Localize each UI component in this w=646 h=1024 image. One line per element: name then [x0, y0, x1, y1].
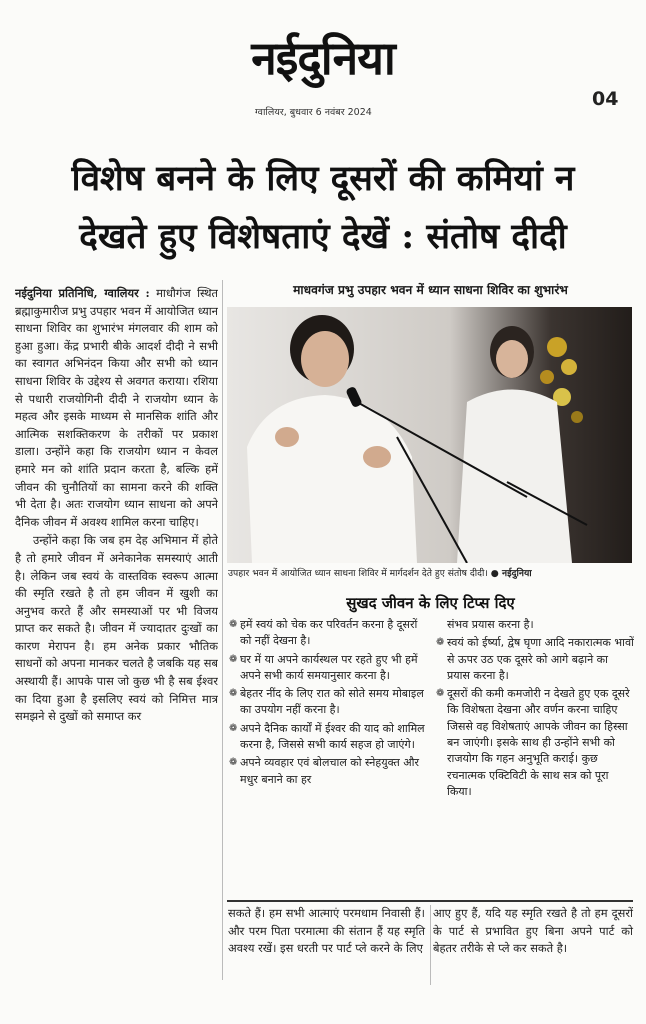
tips-title: सुखद जीवन के लिए टिप्स दिए: [346, 594, 515, 612]
article-paragraph-2: उन्होंने कहा कि जब हम देह अभिमान में होते है तो हमारे जीवन में अनेकानेक समस्याएं आती है। लेकिन जब स्वयं के वास्तविक स्वरूप आत्मा की स्मृति रखते है तो हम जीवन में खुशी का अनुभव करते हैं और समस्याओं पर भी विजय प्राप्त कर सकते है। जीवन में ज्यादातर दुःखों का कारण मेरापन है। हम अनेक प्रकार भौतिक साधनों को अपना मानकर चलते है जबकि यह सब अस्थायी हैं। आपके पास जो कुछ भी है सब ईश्वर का दिया हुआ है इसलिए स्वयं को निमित्त मात्र समझने से दुखों को समाप्त कर: [15, 533, 218, 724]
tip-text: अपने व्यवहार एवं बोलचाल को स्नेहयुक्त और मधुर बनाने का हर: [240, 756, 420, 786]
masthead: [0, 0, 646, 130]
column-divider: [222, 280, 223, 980]
tip-item: [436, 635, 634, 684]
article-body-column: [15, 285, 218, 905]
tip-continuation: संभव प्रयास करना है।: [447, 618, 534, 631]
byline: नईदुनिया प्रतिनिधि, ग्वालियर :: [15, 286, 150, 300]
tips-column-1: [229, 617, 429, 790]
article-continuation-2: आए हुए हैं, यदि यह स्मृति रखते है तो हम दूसरों के पार्ट से प्रभावित हुए बिना अपने पार्ट को बेहतर तरीके से प्ले कर सकते है।: [433, 906, 633, 956]
headline: [16, 150, 630, 266]
bottom-column-divider: [430, 905, 431, 985]
article-paragraph-1-text: माधौगंज स्थित ब्रह्माकुमारीज प्रभु उपहार भवन में आयोजित ध्यान साधना शिविर का शुभारंभ मंगलवार की शाम को हुआ हुआ। केंद्र प्रभारी बीके आदर्श दीदी ने सभी का स्वागत अभिनंदन किया और सभी को ध्यान साधना शिविर के उद्देश्य से अवगत कराया। रशिया से पधारी राजयोगिनी दीदी ने राजयोग ध्यान के महत्व और इसके माध्यम से मानसिक शांति और आत्मिक सशक्तिकरण के तरीकों पर प्रकाश डाला। उन्होंने कहा कि राजयोग ध्यान न केवल हमारे मन को शांति प्रदान करता है, बल्कि हमें जीवन की चुनौतियों का सामना करने की शक्ति भी देता है। अतः राजयोग ध्यान साधना को अपने दैनिक जीवन में अवश्य शामिल करना चाहिए।: [15, 286, 218, 529]
tip-item: [229, 652, 429, 685]
tip-item: [229, 755, 429, 788]
caption-text: उपहार भवन में आयोजित ध्यान साधना शिविर में मार्गदर्शन देते हुए संतोष दीदी।: [228, 568, 488, 579]
flower-bullet-icon: ❁: [436, 637, 445, 649]
tip-item: [229, 686, 429, 719]
flower-bullet-icon: ❁: [229, 757, 238, 769]
article-continuation-1: सकते हैं। हम सभी आत्माएं परमधाम निवासी हैं। और परम पिता परमात्मा की संतान हैं यह स्मृति अवश्य रखें। इस धरती पर पार्ट प्ले करने के लिए: [228, 906, 425, 956]
flower-bullet-icon: ❁: [229, 722, 238, 734]
flower-bullet-icon: ❁: [229, 653, 238, 665]
photo-caption: [228, 566, 633, 579]
newspaper-logo: नईदुनिया: [251, 31, 395, 85]
flower-bullet-icon: ❁: [229, 619, 238, 630]
tip-item: [229, 617, 429, 650]
article-paragraph-1: [15, 285, 218, 531]
tip-item: [229, 721, 429, 754]
photo-illustration: [227, 307, 632, 563]
photo-credit: ● नईदुनिया: [490, 568, 532, 579]
subheadline: माधवगंज प्रभु उपहार भवन में ध्यान साधना शिविर का शुभारंभ: [293, 283, 568, 297]
tips-box-bottom-rule: [227, 900, 633, 902]
tip-text: घर में या अपने कार्यस्थल पर रहते हुए भी हमें अपने सभी कार्य समयानुसार करना है।: [240, 652, 418, 682]
tip-text: स्वयं को ईर्ष्या, द्वेष घृणा आदि नकारात्मक भावों से ऊपर उठ एक दूसरे को आगे बढ़ाने का प्रयास करना है।: [447, 636, 634, 682]
flower-bullet-icon: ❁: [229, 688, 238, 700]
tip-item: [436, 686, 634, 800]
page-number: 04: [592, 88, 619, 110]
flower-bullet-icon: ❁: [436, 688, 445, 700]
headline-line-1: विशेष बनने के लिए दूसरों की कमियां न: [71, 158, 575, 199]
headline-line-2: देखते हुए विशेषताएं देखें : संतोष दीदी: [79, 216, 567, 257]
tip-text: हमें स्वयं को चेक कर परिवर्तन करना है दूसरों को नहीं देखना है।: [240, 618, 418, 648]
tip-text: दूसरों की कमी कमजोरी न देखते हुए एक दूसरे कि विशेषता देखना और वर्णन करना चाहिए जिससे वह विशेषताएं आपके जीवन का हिस्सा बन जाएंगी। इसके साथ ही उन्होंने सभी को राजयोग कि गहन अनुभूति कराई। कुछ रचनात्मक एक्टिविटी के साथ सत्र को पूरा किया।: [447, 687, 630, 798]
tip-text: अपने दैनिक कार्यों में ईश्वर की याद को शामिल करना है, जिससे सभी कार्य सहज हो जाएंगे।: [240, 721, 425, 752]
tips-column-2: [436, 617, 634, 802]
tip-text: बेहतर नींद के लिए रात को सोते समय मोबाइल का उपयोग नहीं करना है।: [240, 687, 424, 717]
event-photo: [227, 307, 632, 563]
dateline: ग्वालियर, बुधवार 6 नवंबर 2024: [255, 107, 372, 118]
